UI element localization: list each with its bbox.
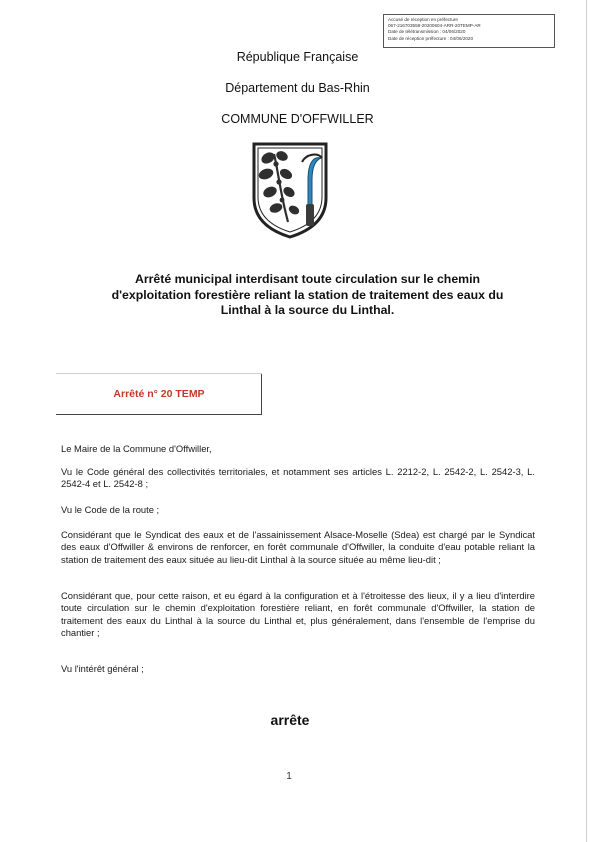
document-title bbox=[60, 272, 555, 319]
decision-heading: arrête bbox=[270, 712, 310, 728]
stamp-line: Date de télétransmission : 04/06/2020 bbox=[388, 29, 466, 35]
coat-of-arms-icon bbox=[248, 140, 332, 240]
stamp-line: 067-216703558-20200604-ARR-20TEMP-AR bbox=[388, 23, 481, 29]
body-paragraph: Vu l'intérêt général ; bbox=[61, 663, 144, 674]
arrete-number-box bbox=[56, 373, 262, 415]
body-paragraph: Vu le Code général des collectivités territoriales, et notamment ses articles L. 2212-2, L. 2542-2, L. 2542-3, L. 2542-4 et L. 2542-8 ; bbox=[61, 466, 535, 490]
department-heading: Département du Bas-Rhin bbox=[225, 81, 370, 95]
stamp-line: Date de réception préfecture : 04/06/2020 bbox=[388, 35, 474, 41]
page-number: 1 bbox=[286, 771, 292, 782]
prefecture-stamp bbox=[383, 14, 555, 48]
body-paragraph: Vu le Code de la route ; bbox=[61, 504, 160, 515]
title-line: Arrêté municipal interdisant toute circulation sur le chemin bbox=[134, 272, 481, 286]
country-heading: République Française bbox=[236, 50, 359, 64]
body-paragraph: Considérant que le Syndicat des eaux et de l'assainissement Alsace-Moselle (Sdea) est chargé par le Syndicat des eaux d'Offwiller & environs de renforcer, en forêt communale d'Offwiller, la conduite d'eau potable reliant la station de traitement des eaux située au lieu-dit Linthal à la source située au même lieu-dit ; bbox=[61, 529, 535, 565]
arrete-number: Arrêté n° 20 TEMP bbox=[113, 388, 205, 400]
box-top-line bbox=[56, 373, 262, 374]
page-edge bbox=[586, 0, 587, 842]
title-line: Linthal à la source du Linthal. bbox=[220, 303, 395, 317]
stamp-line: Accusé de réception en préfecture bbox=[388, 17, 458, 22]
body-paragraph: Considérant que, pour cette raison, et eu égard à la configuration et à l'étroitesse des lieux, il y a lieu d'interdire toute circulation sur le chemin d'exploitation forestière reliant, en forêt communale d'Offwiller, la station de traitement des eaux du Linthal à la source du Linthal et, plus généralement, dans l'ensemble de l'emprise du chantier ; bbox=[61, 590, 535, 639]
body-paragraph: Le Maire de la Commune d'Offwiller, bbox=[61, 443, 212, 454]
title-line: d'exploitation forestière reliant la station de traitement des eaux du bbox=[111, 287, 504, 302]
commune-heading: COMMUNE D'OFFWILLER bbox=[221, 112, 374, 126]
